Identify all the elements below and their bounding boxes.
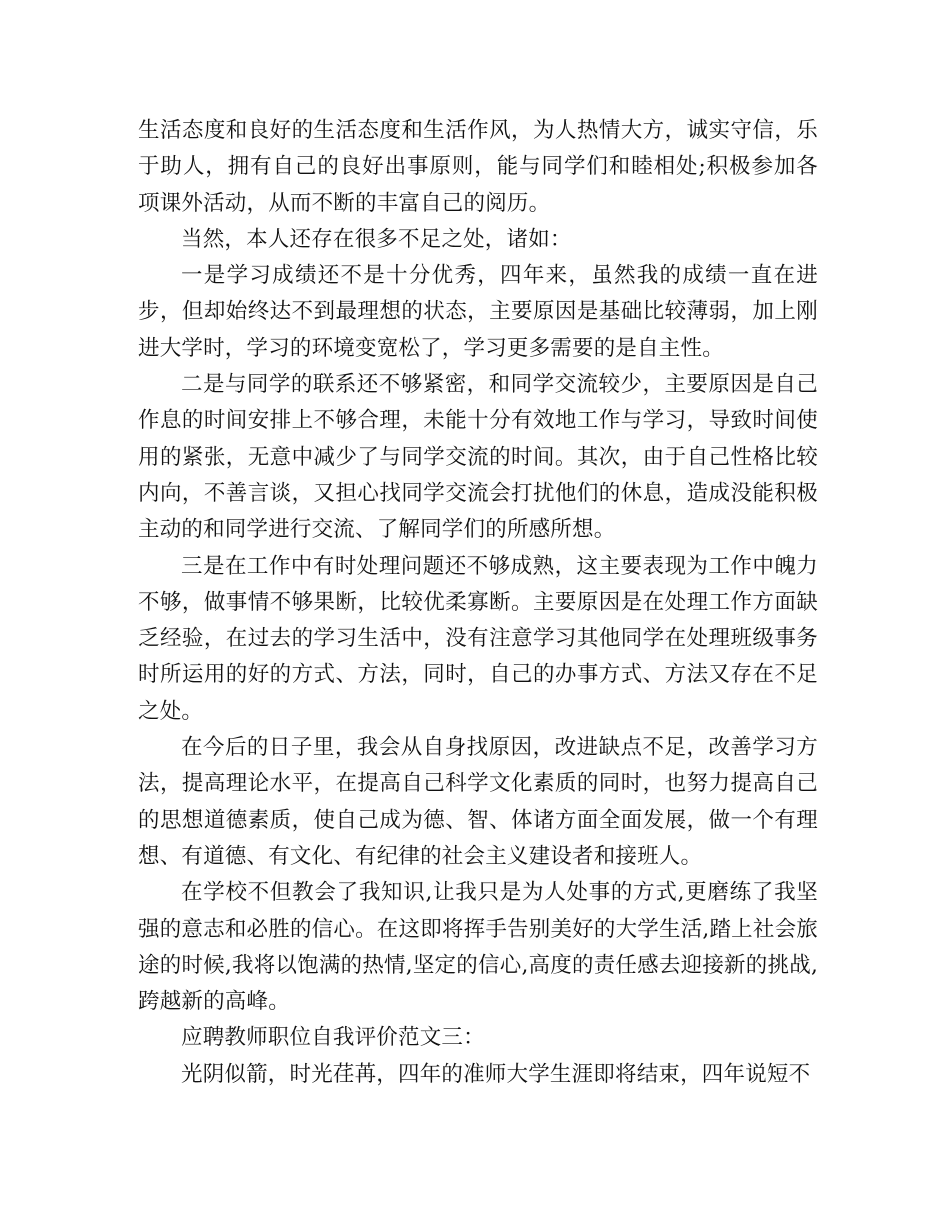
paragraph-shortcoming-three: 三是在工作中有时处理问题还不够成熟，这主要表现为工作中魄力不够，做事情不够果断，比较优柔寡断。主要原因是在处理工作方面缺乏经验，在过去的学习生活中，没有注意学习其他同学在处理班级事务时所运用的好的方式、方法，同时，自己的办事方式、方法又存在不足之处。 (138, 553, 818, 724)
paragraph-shortcomings-intro: 当然，本人还存在很多不足之处，诸如： (181, 226, 572, 252)
paragraph-farewell: 在学校不但教会了我知识,让我只是为人处事的方式,更磨练了我坚强的意志和必胜的信心。在这即将挥手告别美好的大学生活,踏上社会旅途的时候,我将以饱满的热情,坚定的信心,高度的责任感去迎接新的挑战,跨越新的高峰。 (138, 880, 818, 1015)
paragraph-section-three-start: 光阴似箭，时光荏苒，四年的准师大学生涯即将结束，四年说短不 (181, 1061, 811, 1087)
section-heading: 应聘教师职位自我评价范文三： (181, 1025, 485, 1051)
document-body (138, 113, 818, 1093)
paragraph-shortcoming-two: 二是与同学的联系还不够紧密，和同学交流较少，主要原因是自己作息的时间安排上不够合理，未能十分有效地工作与学习，导致时间使用的紧张，无意中减少了与同学交流的时间。其次，由于自己性格比较内向，不善言谈，又担心找同学交流会打扰他们的休息，造成没能积极主动的和同学进行交流、了解同学们的所感所想。 (138, 372, 818, 543)
paragraph-future-plan: 在今后的日子里，我会从自身找原因，改进缺点不足，改善学习方法，提高理论水平，在提高自己科学文化素质的同时，也努力提高自己的思想道德素质，使自己成为德、智、体诸方面全面发展，做一个有理想、有道德、有文化、有纪律的社会主义建设者和接班人。 (138, 735, 818, 869)
paragraph-shortcoming-one: 一是学习成绩还不是十分优秀，四年来，虽然我的成绩一直在进步，但却始终达不到最理想的状态，主要原因是基础比较薄弱，加上刚进大学时，学习的环境变宽松了，学习更多需要的是自主性。 (138, 263, 818, 361)
paragraph-continued: 生活态度和良好的生活态度和生活作风，为人热情大方，诚实守信，乐于助人，拥有自己的良好出事原则，能与同学们和睦相处;积极参加各项课外活动，从而不断的丰富自己的阅历。 (138, 118, 818, 216)
